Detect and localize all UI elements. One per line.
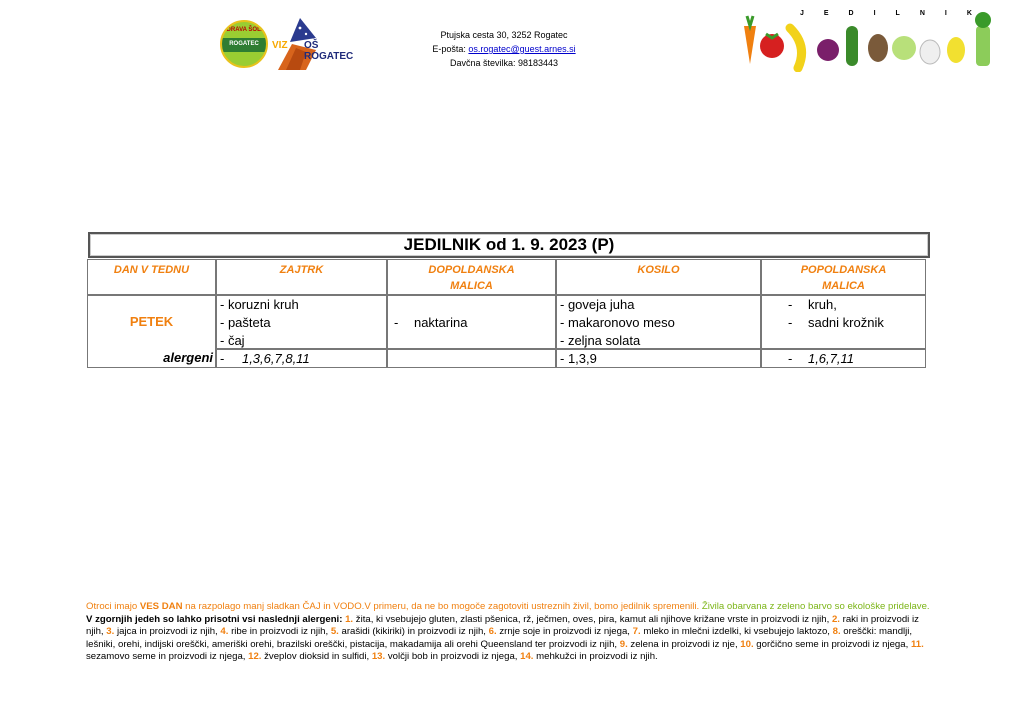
lunch-item: - zeljna solata	[560, 333, 641, 348]
menu-title: JEDILNIK od 1. 9. 2023 (P)	[403, 235, 615, 254]
footer-drinks-note	[86, 601, 938, 614]
allergen-text: sezamovo seme in proizvodi iz njega,	[86, 651, 249, 663]
email-label: E-pošta:	[432, 44, 466, 54]
allergen-text: zelena in proizvodi iz nje,	[627, 638, 741, 650]
breakfast-item: - čaj	[220, 333, 245, 348]
header-afternoon-snack	[761, 259, 926, 295]
allergen-text: zrnje soje in proizvodi iz njega,	[496, 626, 633, 638]
allergen-text: volčji bob in proizvodi iz njega,	[385, 651, 521, 663]
allergen-text: žveplov dioksid in sulfidi,	[261, 651, 372, 663]
afternoon-snack-text: kruh,	[807, 297, 837, 312]
allergen-number: 14.	[520, 651, 534, 663]
allergen-number: 2.	[831, 613, 840, 625]
allergen-text: ribe in proizvodi iz njih,	[228, 626, 331, 638]
allergen-number: 7.	[632, 626, 641, 638]
badge-top-text: ZDRAVA ŠOLA	[222, 27, 266, 33]
header-morning-snack-line2: MALICA	[450, 280, 493, 292]
logo-viz-text: VIZ	[272, 40, 288, 51]
header-morning-snack	[387, 259, 556, 295]
note-text: na razpolago manj sladkan ČAJ in VODO.V primeru, da ne bo mogoče zagotoviti ustreznih živil, bomo jedilnik spremenili.	[182, 601, 702, 612]
badge-mid-text: ROGATEC	[229, 41, 259, 47]
allergen-number: 6.	[488, 626, 497, 638]
breakfast-cell	[216, 295, 387, 349]
allergen-number: 4.	[220, 626, 229, 638]
header-afternoon-snack-line1: POPOLDANSKA	[800, 264, 887, 276]
header-breakfast	[216, 259, 387, 295]
allergen-number: 10.	[740, 638, 754, 650]
header-afternoon-snack-line2: MALICA	[822, 280, 865, 292]
allergen-text: oreščki: mandlji, lešniki, orehi, indijski oreščki, ameriški orehi, brazilski oreščki, pistacija, makadamija ali orehi Queensland ter proizvodi iz njih,	[86, 626, 913, 650]
email-link[interactable]: os.rogatec@guest.arnes.si	[468, 44, 576, 54]
eco-note: Živila obarvana z zeleno barvo so ekološke pridelave.	[701, 601, 930, 612]
veg-logo-title: JEDILNIK	[800, 10, 992, 17]
afternoon-allergens-cell	[761, 349, 926, 368]
allergen-number: 9.	[619, 638, 628, 650]
logo-school-text: OŠ ROGATEC	[304, 40, 354, 62]
header-morning-snack-line1: DOPOLDANSKA	[428, 264, 515, 276]
allergen-text: arašidi (kikiriki) in proizvodi iz njih,	[338, 626, 489, 638]
lunch-allergens-cell	[556, 349, 761, 368]
allergen-number: 1.	[345, 613, 354, 625]
allergens-label: alergeni	[163, 350, 213, 365]
afternoon-snack-text: sadni krožnik	[807, 315, 884, 330]
footer-notes	[86, 601, 938, 664]
breakfast-allergens: 1,3,6,7,8,11	[241, 351, 310, 366]
allergen-text: jajca in proizvodi iz njih,	[114, 626, 221, 638]
afternoon-snack-cell	[761, 295, 926, 349]
school-logo	[220, 16, 360, 72]
morning-snack-allergens-cell	[387, 349, 556, 368]
menu-title-box	[88, 232, 930, 258]
healthy-school-badge	[220, 20, 268, 68]
lunch-cell	[556, 295, 761, 349]
allergen-text: mleko in mlečni izdelki, ki vsebujejo laktozo,	[640, 626, 833, 638]
header-breakfast-label: ZAJTRK	[279, 264, 324, 276]
lunch-item: - goveja juha	[560, 297, 635, 312]
allergen-text: raki in proizvodi iz njih,	[86, 613, 919, 638]
address-line: Ptujska cesta 30, 3252 Rogatec	[440, 30, 568, 40]
allergen-number: 3.	[106, 626, 115, 638]
morning-snack-dash: -	[394, 315, 399, 330]
allergen-number: 11.	[910, 638, 924, 650]
note-text: Otroci imajo	[86, 601, 140, 612]
breakfast-item: - pašteta	[220, 315, 271, 330]
tax-number: Davčna številka: 98183443	[449, 58, 559, 68]
morning-snack-cell	[387, 295, 556, 349]
allergen-number: 5.	[330, 626, 339, 638]
footer-allergen-list	[86, 614, 938, 664]
school-address	[404, 28, 604, 70]
afternoon-snack-dash: -	[788, 315, 793, 330]
afternoon-allergens: 1,6,7,11	[807, 351, 854, 366]
header-day	[87, 259, 216, 295]
allergen-number: 12.	[248, 651, 262, 663]
breakfast-allergens-cell	[216, 349, 387, 368]
breakfast-item: - koruzni kruh	[220, 297, 299, 312]
allergens-label-cell	[87, 349, 216, 368]
allergen-intro: V zgornjih jedeh so lahko prisotni vsi naslednji alergeni:	[86, 613, 346, 625]
lunch-item: - makaronovo meso	[560, 315, 675, 330]
day-cell	[87, 295, 216, 349]
note-emphasis: VES DAN	[139, 601, 183, 612]
header-day-label: DAN V TEDNU	[113, 264, 190, 276]
allergen-text: gorčično seme in proizvodi iz njega,	[753, 638, 911, 650]
vegetables-menu-logo	[738, 6, 1008, 72]
email-line	[404, 42, 604, 56]
lunch-allergens: - 1,3,9	[560, 351, 597, 366]
afternoon-allergens-dash: -	[788, 351, 793, 366]
afternoon-snack-dash: -	[788, 297, 793, 312]
header-lunch	[556, 259, 761, 295]
day-label: PETEK	[129, 314, 174, 329]
afternoon-snack-item	[788, 296, 925, 314]
morning-snack-item: naktarina	[413, 315, 468, 330]
allergen-text: mehkužci in proizvodi iz njih.	[533, 651, 658, 663]
allergen-text: žita, ki vsebujejo gluten, zlasti pšenica, rž, ječmen, oves, pira, kamut ali njihove križane vrste in proizvodi iz njih,	[353, 613, 832, 625]
afternoon-snack-item	[788, 314, 925, 332]
breakfast-allergens-dash: -	[220, 351, 225, 366]
allergen-number: 13.	[371, 651, 386, 663]
allergen-number: 8.	[832, 626, 841, 638]
header-lunch-label: KOSILO	[637, 264, 680, 276]
